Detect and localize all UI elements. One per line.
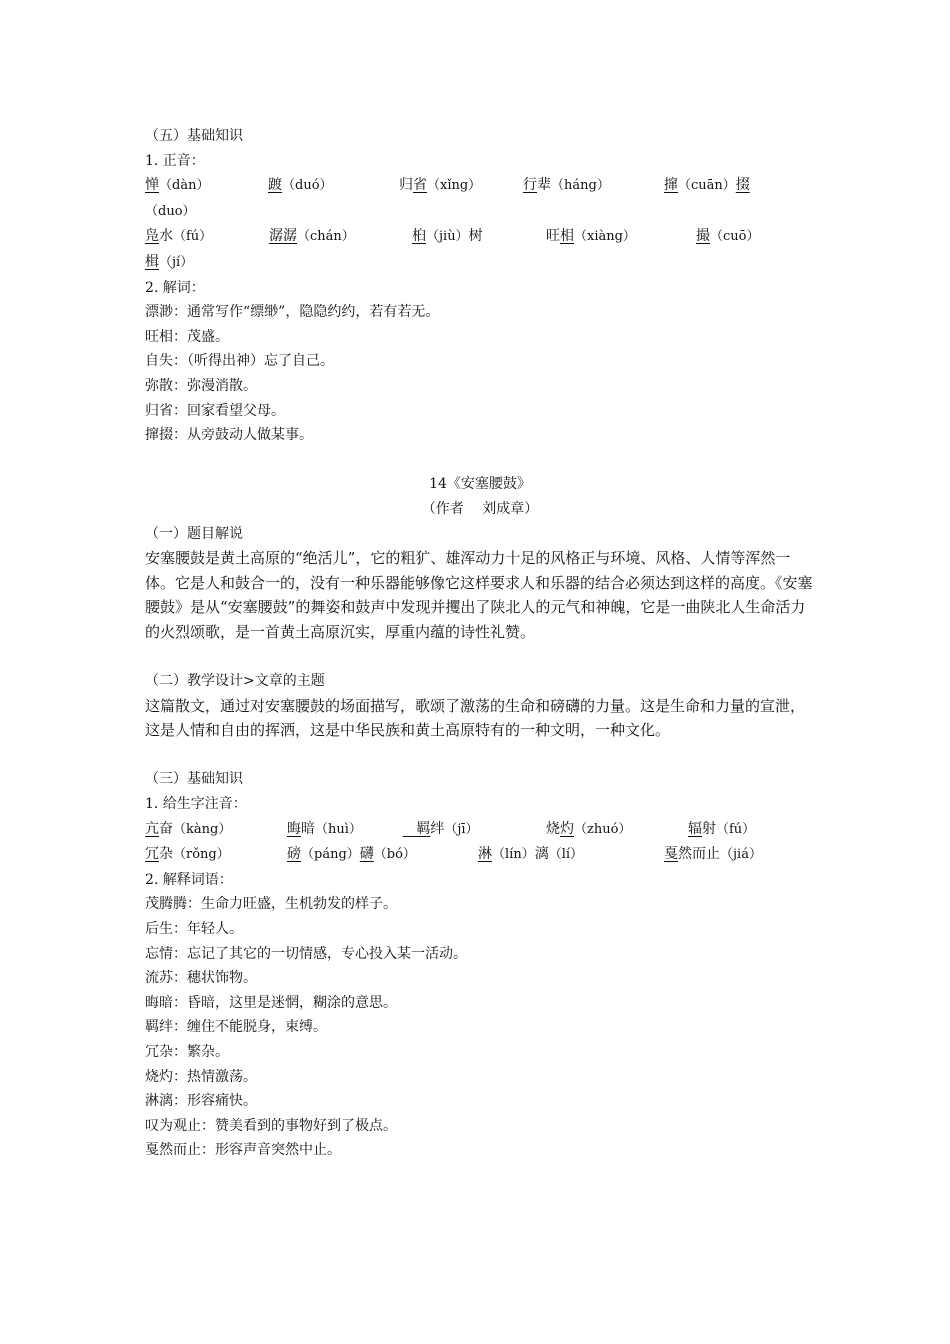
definition-item: 冗杂：繁杂。: [145, 1043, 229, 1060]
word-item: 羁绊（jī）: [403, 820, 479, 837]
definition-item: 归省：回家看望父母。: [145, 402, 285, 419]
section-2-heading: （二）教学设计>文章的主题: [145, 673, 325, 690]
word-item: 潺潺（chán）: [269, 228, 355, 245]
word-item: 桕（jiù）树: [412, 228, 483, 245]
word-item: 磅（páng）礴（bó）: [287, 846, 416, 863]
section-5-heading: （五）基础知识: [145, 128, 243, 144]
word-item: 旺相（xiàng）: [546, 228, 636, 245]
definition-item: 弥散：弥漫消散。: [145, 377, 257, 394]
word-item: 烧灼（zhuó）: [546, 820, 632, 837]
word-item: 淋（lín）漓（lí）: [478, 846, 584, 863]
word-item: 撮（cuō）: [696, 228, 760, 245]
definition-item: 自失：（听得出神）忘了自己。: [145, 353, 334, 370]
word-item: 行辈（háng）: [523, 177, 610, 194]
definition-item: 淋漓：形容痛快。: [145, 1093, 257, 1110]
section-2-body: 这篇散文，通过对安塞腰鼓的场面描写，歌颂了激荡的生命和磅礴的力量。这是生命和力量的宣泄，这是人情和自由的挥洒，这是中华民族和黄土高原特有的一种文明，一种文化。: [145, 696, 806, 740]
word-item: 晦暗（huì）: [287, 820, 362, 837]
definition-item: 流苏：穗状饰物。: [145, 970, 257, 987]
pronunciation-wrap-2: 楫（jí）: [145, 253, 194, 270]
word-item: 撺（cuān）掇: [664, 177, 750, 194]
pronunciation-label: 1. 正音：: [145, 152, 205, 169]
section-1-body: 安塞腰鼓是黄土高原的“绝活儿”，它的粗犷、雄浑动力十足的风格正与环境、风格、人情等浑然一体。它是人和鼓合一的，没有一种乐器能够像它这样要求人和乐器的结合必须达到这样的高度。《安塞腰鼓》是从“安塞腰鼓”的舞姿和鼓声中发现并攫出了陕北人的元气和神魄，它是一曲陕北人生命活力的火烈颂歌，是一首黄土高原沉实，厚重内蕴的诗性礼赞。: [145, 549, 813, 641]
definition-item: 烧灼：热情激荡。: [145, 1068, 257, 1085]
definition-item: 晦暗：昏暗，这里是迷惘，糊涂的意思。: [145, 994, 397, 1011]
phonetic-row-2: [145, 842, 815, 868]
definition-item: 后生：年轻人。: [145, 921, 243, 937]
word-item: 冗杂（rǒng）: [145, 846, 230, 863]
word-item: 惮（dàn）: [145, 177, 210, 194]
lesson-title: 14《安塞腰鼓》: [429, 476, 531, 493]
definitions-label: 2. 解词：: [145, 279, 205, 296]
word-item: 踱（duó）: [268, 177, 333, 194]
phonetic-row-1: [145, 817, 815, 843]
definition-item: 漂渺：通常写作“缥缈”，隐隐约约，若有若无。: [145, 304, 440, 321]
document-page: [145, 124, 815, 1163]
definition-item: 叹为观止：赞美看到的事物好到了极点。: [145, 1117, 397, 1134]
lesson-author: （作者 刘成章）: [421, 500, 539, 517]
pronunciation-wrap-1: （duo）: [145, 203, 196, 219]
pronunciation-row-2: [145, 224, 815, 250]
definition-item: 羁绊：缠住不能脱身，束缚。: [145, 1019, 327, 1036]
definition-item: 戛然而止：形容声音突然中止。: [145, 1142, 341, 1159]
definition-item: 忘情：忘记了其它的一切情感，专心投入某一活动。: [145, 945, 467, 962]
word-item: 凫水（fú）: [145, 228, 213, 245]
definition-item: 茂腾腾：生命力旺盛，生机勃发的样子。: [145, 896, 397, 913]
definition-item: 撺掇：从旁鼓动人做某事。: [145, 427, 313, 444]
word-item: 亢奋（kàng）: [145, 820, 232, 837]
word-item: 戛然而止（jiá）: [664, 846, 762, 863]
definition-item: 旺相：茂盛。: [145, 328, 229, 345]
word-item: 辐射（fú）: [688, 820, 756, 837]
word-item: 归省（xǐng）: [399, 177, 482, 194]
pronunciation-row-1: [145, 173, 815, 199]
section-3-heading: （三）基础知识: [145, 771, 243, 788]
phonetic-label: 1. 给生字注音：: [145, 796, 247, 813]
section-1-heading: （一）题目解说: [145, 525, 243, 542]
explain-label: 2. 解释词语：: [145, 871, 233, 888]
